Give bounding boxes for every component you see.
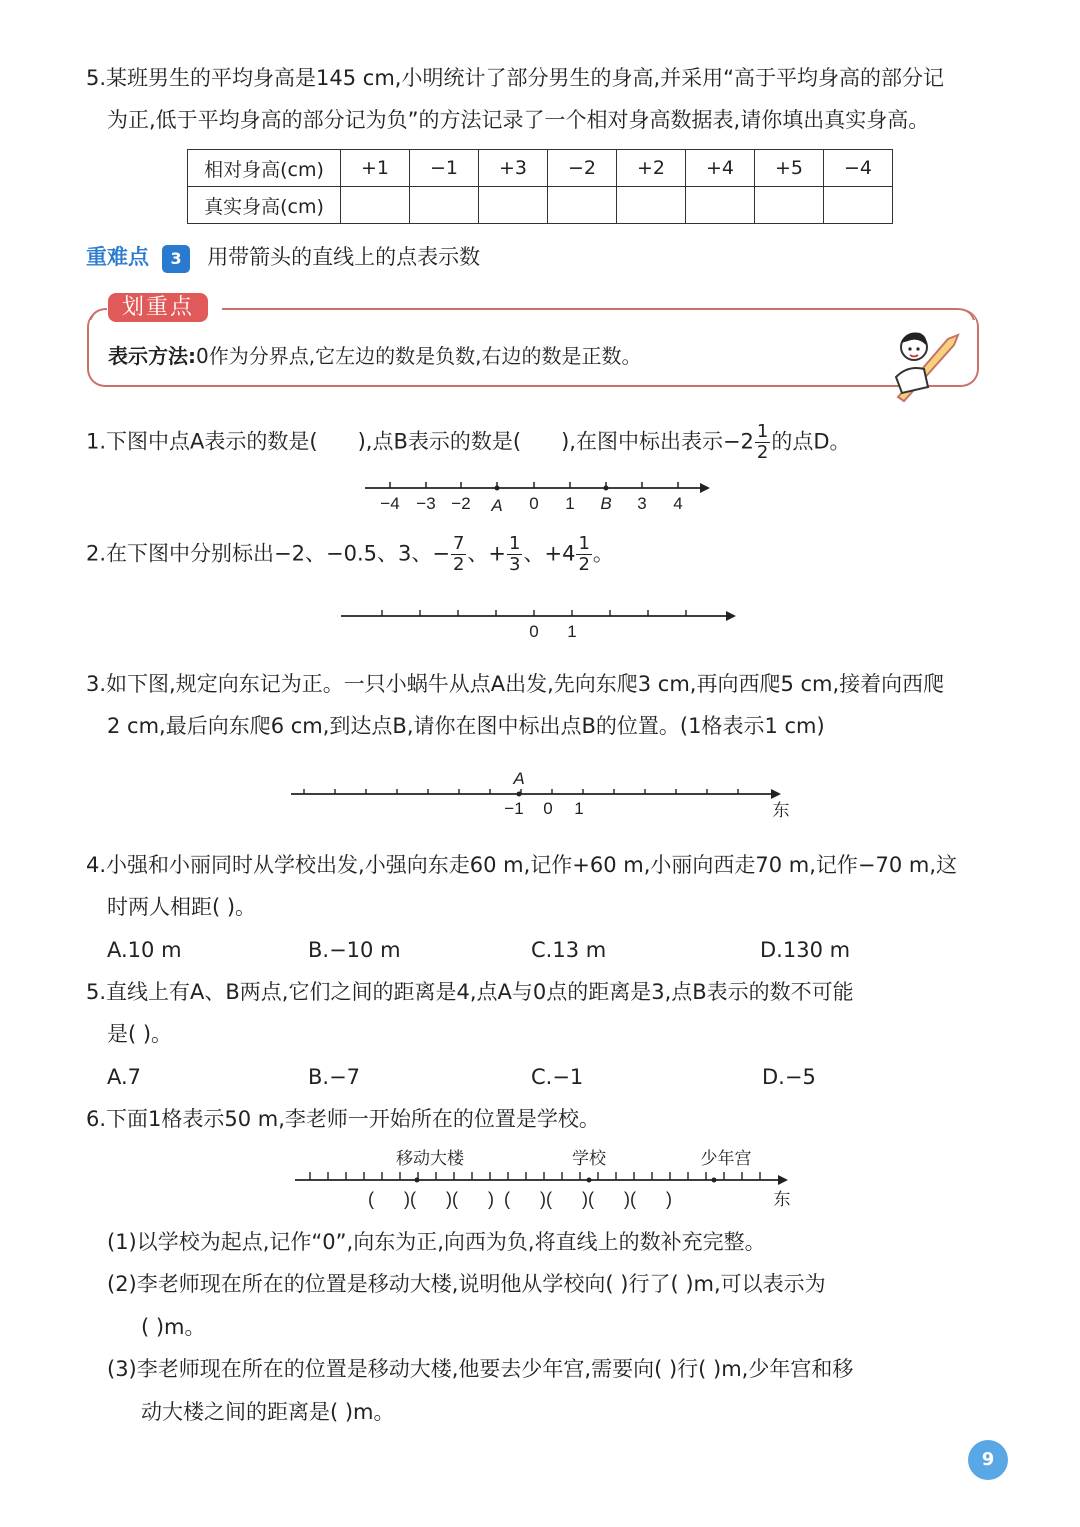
- table-cell: +5: [755, 150, 824, 187]
- boy-pencil-illustration: [888, 325, 968, 403]
- q3-number-line[interactable]: [286, 766, 806, 822]
- q4-option-d[interactable]: D.130 m: [760, 938, 851, 962]
- q5-line2: 是( )。: [107, 1022, 173, 1046]
- q2-part-c: 、+4: [523, 541, 576, 566]
- q5-option-d[interactable]: D.−5: [762, 1065, 816, 1089]
- q1-part-c: ),在图中标出表示−2: [561, 429, 754, 454]
- q2-part-b: 、+: [467, 541, 507, 566]
- q2-part-d: 。: [592, 541, 614, 566]
- section-title: 用带箭头的直线上的点表示数: [207, 245, 481, 269]
- tick-label: 1: [567, 622, 577, 641]
- tick-label: 0: [529, 622, 539, 641]
- q6-sub3-line2: 动大楼之间的距离是( )m。: [141, 1400, 395, 1424]
- q3-line1: 3.如下图,规定向东记为正。一只小蜗牛从点A出发,先向东爬3 cm,再向西爬5 cm,接着向西爬: [86, 672, 945, 696]
- point-label-a: A: [513, 769, 525, 788]
- section-header: [86, 241, 480, 273]
- table-cell: −1: [410, 150, 479, 187]
- answer-cell[interactable]: [686, 187, 755, 224]
- table-cell: −2: [548, 150, 617, 187]
- q4-option-a[interactable]: A.10 m: [107, 938, 182, 962]
- answer-cell[interactable]: [755, 187, 824, 224]
- table-cell: +2: [617, 150, 686, 187]
- table-cell: +1: [341, 150, 410, 187]
- east-label: 东: [773, 1190, 791, 1209]
- point-label-a: A: [491, 496, 503, 515]
- q2-part-a: 2.在下图中分别标出−2、−0.5、3、−: [86, 541, 450, 566]
- keypoint-content: [108, 342, 641, 370]
- q5-top-line2: 为正,低于平均身高的部分记为负”的方法记录了一个相对身高数据表,请你填出真实身高。: [107, 108, 930, 132]
- q3-line2: 2 cm,最后向东爬6 cm,到达点B,请你在图中标出点B的位置。(1格表示1 cm): [107, 714, 825, 738]
- keypoint-top-border: [87, 300, 977, 320]
- answer-cell[interactable]: [341, 187, 410, 224]
- section-number: 3: [162, 245, 190, 273]
- table-cell: +3: [479, 150, 548, 187]
- q4-option-b[interactable]: B.−10 m: [308, 938, 401, 962]
- answer-cell[interactable]: [479, 187, 548, 224]
- page-number: 9: [968, 1440, 1008, 1480]
- frac-num: 1: [756, 421, 769, 442]
- tick-label: 1: [574, 799, 584, 818]
- table-head-relative: 相对身高(cm): [188, 150, 341, 187]
- table-cell: +4: [686, 150, 755, 187]
- tick-label: 0: [529, 494, 539, 513]
- q6-number-line[interactable]: [290, 1144, 800, 1214]
- q6-blanks: ( )( )( ) ( )( )( )( ): [368, 1189, 672, 1209]
- q5-option-b[interactable]: B.−7: [308, 1065, 361, 1089]
- answer-cell[interactable]: [410, 187, 479, 224]
- section-label: 重难点: [86, 245, 149, 269]
- q2-number-line[interactable]: [336, 604, 746, 644]
- east-label: 东: [772, 801, 790, 820]
- q5-top-line1: 5.某班男生的平均身高是145 cm,小明统计了部分男生的身高,并采用“高于平均身高的部分记: [86, 66, 945, 90]
- fraction: [451, 534, 466, 575]
- q6-sub3-line1: (3)李老师现在所在的位置是移动大楼,他要去少年宫,需要向( )行( )m,少年宫和移: [107, 1357, 854, 1381]
- place-youth-palace: 少年宫: [700, 1149, 752, 1168]
- frac-num: 1: [509, 533, 521, 554]
- answer-cell[interactable]: [617, 187, 686, 224]
- keypoint-text: 0作为分界点,它左边的数是负数,右边的数是正数。: [196, 344, 642, 368]
- q1-part-a: 1.下图中点A表示的数是(: [86, 429, 318, 454]
- place-mobile-building: 移动大楼: [396, 1149, 464, 1168]
- q5-option-c[interactable]: C.−1: [531, 1065, 584, 1089]
- q6-sub1: (1)以学校为起点,记作“0”,向东为正,向西为负,将直线上的数补充完整。: [107, 1230, 766, 1254]
- table-head-real: 真实身高(cm): [188, 187, 341, 224]
- q4-option-c[interactable]: C.13 m: [531, 938, 607, 962]
- point-label-b: B: [600, 494, 612, 513]
- q5-option-a[interactable]: A.7: [107, 1065, 142, 1089]
- q4-line1: 4.小强和小丽同时从学校出发,小强向东走60 m,记作+60 m,小丽向西走70 m,记作−70 m,这: [86, 853, 958, 877]
- tick-label: −4: [380, 494, 400, 513]
- frac-num: 1: [578, 533, 590, 554]
- frac-den: 2: [756, 442, 769, 463]
- tick-label: 3: [637, 494, 647, 513]
- tick-label: 4: [673, 494, 683, 513]
- q2-text: [86, 534, 614, 575]
- table-row: [188, 187, 893, 224]
- q5-line1: 5.直线上有A、B两点,它们之间的距离是4,点A与0点的距离是3,点B表示的数不可能: [86, 980, 854, 1004]
- tick-label: −2: [451, 494, 471, 513]
- table-row: [188, 150, 893, 187]
- frac-den: 2: [578, 554, 590, 575]
- keypoint-label: 表示方法:: [108, 344, 196, 368]
- relative-height-table: [187, 149, 893, 224]
- tick-label: −3: [416, 494, 436, 513]
- q6-sub2-line2: ( )m。: [141, 1315, 206, 1339]
- tick-label: −1: [504, 799, 524, 818]
- q1-part-d: 的点D。: [771, 429, 851, 454]
- q1-text: [86, 422, 851, 463]
- q6-sub2-line1: (2)李老师现在所在的位置是移动大楼,说明他从学校向( )行了( )m,可以表示为: [107, 1272, 826, 1296]
- frac-den: 2: [452, 554, 465, 575]
- frac-den: 3: [509, 554, 521, 575]
- answer-cell[interactable]: [824, 187, 893, 224]
- fraction-one-half: [755, 422, 770, 463]
- keypoint-tag-text: 划重点: [108, 293, 208, 322]
- tick-label: 1: [565, 494, 575, 513]
- q1-number-line[interactable]: [360, 476, 720, 516]
- keypoint-tag: [108, 290, 208, 321]
- table-cell: −4: [824, 150, 893, 187]
- q4-line2: 时两人相距( )。: [107, 895, 257, 919]
- q6-line1: 6.下面1格表示50 m,李老师一开始所在的位置是学校。: [86, 1107, 600, 1131]
- fraction: [507, 534, 522, 575]
- tick-label: 0: [543, 799, 553, 818]
- fraction: [576, 534, 591, 575]
- place-school: 学校: [572, 1149, 606, 1168]
- answer-cell[interactable]: [548, 187, 617, 224]
- q1-part-b: ),点B表示的数是(: [357, 429, 522, 454]
- frac-num: 7: [452, 533, 465, 554]
